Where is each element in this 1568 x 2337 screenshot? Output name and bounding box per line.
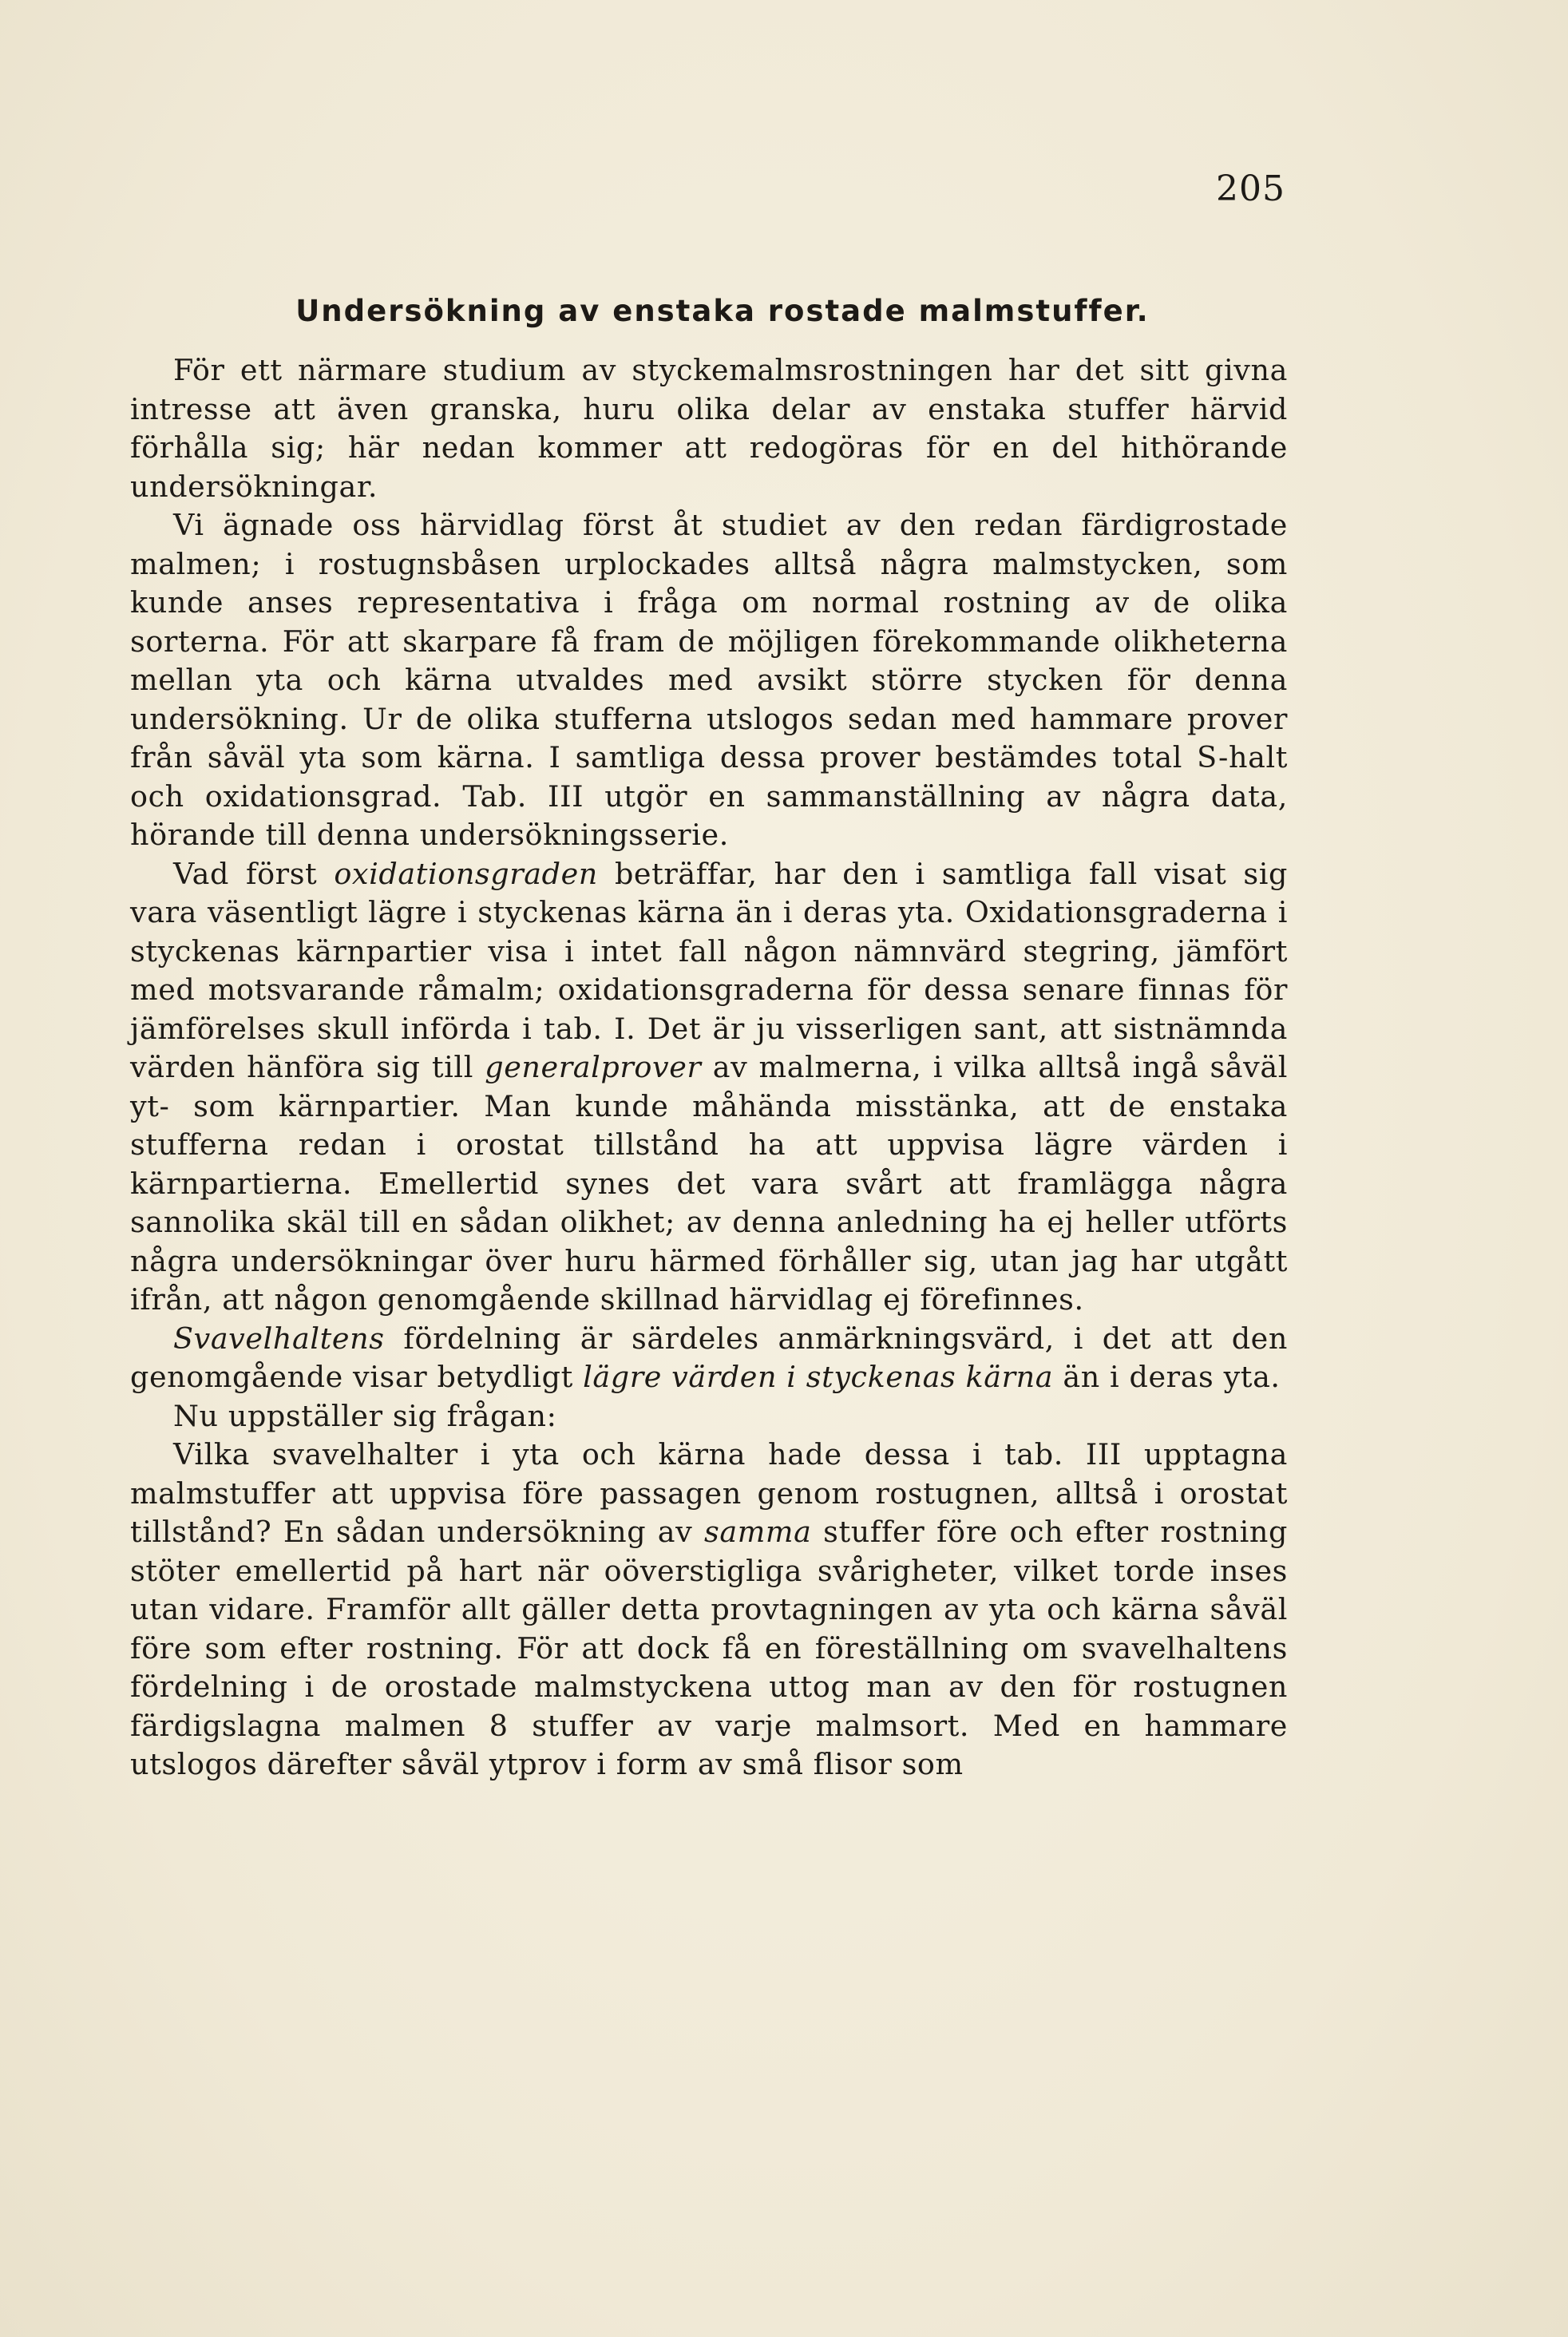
italic-text-run: lägre värden i styckenas kärna bbox=[583, 1360, 1054, 1394]
text-run: beträffar, har den i samtliga fall visat sig vara väsentligt lägre i styckenas kärna än i deras yta. Oxidationsgraderna i styckenas kärnpartier visa i intet fall någon nämnvärd stegring, jämfört med motsvarande råmalm; oxidationsgraderna för dessa senare finnas för jämförelses skull införda i tab. I. Det är ju visserligen sant, att sistnämnda värden hänföra sig till bbox=[130, 856, 1288, 1084]
paragraph bbox=[130, 1397, 1288, 1436]
paragraph bbox=[130, 351, 1288, 506]
paragraph bbox=[130, 855, 1288, 1320]
paragraph bbox=[130, 1436, 1288, 1784]
text-run: Nu uppställer sig frågan: bbox=[173, 1398, 557, 1433]
italic-text-run: samma bbox=[704, 1515, 812, 1549]
text-run: fördelning är särdeles anmärkningsvärd, i det att den genomgående visar betydligt bbox=[130, 1321, 1288, 1394]
italic-text-run: Svavelhaltens bbox=[173, 1321, 385, 1356]
italic-text-run: generalprover bbox=[485, 1050, 702, 1084]
text-run: Vi ägnade oss härvidlag först åt studiet av den redan färdigrostade malmen; i rostugnsbåsen urplockades alltså några malmstycken, som kunde anses representativa i fråga om normal rostning av de olika sorterna. För att skarpare få fram de möjligen förekommande olikheterna mellan yta och kärna utvaldes med avsikt större stycken för denna undersökning. Ur de olika stufferna utslogos sedan med hammare prover från såväl yta som kärna. I samtliga dessa prover bestämdes total S-halt och oxidationsgrad. Tab. III utgör en sammanställning av några data, hörande till denna undersökningsserie. bbox=[130, 508, 1288, 852]
paragraph bbox=[130, 1320, 1288, 1397]
text-run: stuffer före och efter rostning stöter emellertid på hart när oöverstigliga svårigheter, vilket torde inses utan vidare. Framför allt gäller detta provtagningen av yta och kärna såväl före som efter rostning. För att dock få en föreställning om svavelhaltens fördelning i de orostade malmstyckena uttog man av den för rostugnen färdigslagna malmen 8 stuffer av varje malmsort. Med en hammare utslogos därefter såväl ytprov i form av små flisor som bbox=[130, 1515, 1288, 1781]
text-run: av malmerna, i vilka alltså ingå såväl yt- som kärnpartier. Man kunde måhända misstänka, att de enstaka stufferna redan i orostat tillstånd ha att uppvisa lägre värden i kärnpartierna. Emellertid synes det vara svårt att framlägga några sannolika skäl till en sådan olikhet; av denna anledning ha ej heller utförts några undersökningar över huru härmed förhåller sig, utan jag har utgått ifrån, att någon genomgående skillnad härvidlag ej förefinnes. bbox=[130, 1050, 1288, 1317]
page-number: 205 bbox=[1216, 168, 1285, 209]
text-run: Vilka svavelhalter i yta och kärna hade dessa i tab. III upptagna malmstuffer att uppvisa före passagen genom rostugnen, alltså i orostat tillstånd? En sådan undersökning av bbox=[130, 1437, 1288, 1549]
paragraph bbox=[130, 506, 1288, 855]
text-run: Vad först bbox=[173, 856, 335, 891]
section-heading: Undersökning av enstaka rostade malmstuffer. bbox=[295, 294, 1150, 328]
text-run: För ett närmare studium av styckemalmsrostningen har det sitt givna intresse att även granska, huru olika delar av enstaka stuffer härvid förhålla sig; här nedan kommer att redogöras för en del hithörande undersökningar. bbox=[130, 353, 1288, 504]
body-text bbox=[130, 351, 1288, 1784]
text-run: än i deras yta. bbox=[1053, 1360, 1281, 1394]
italic-text-run: oxidationsgraden bbox=[334, 856, 598, 891]
